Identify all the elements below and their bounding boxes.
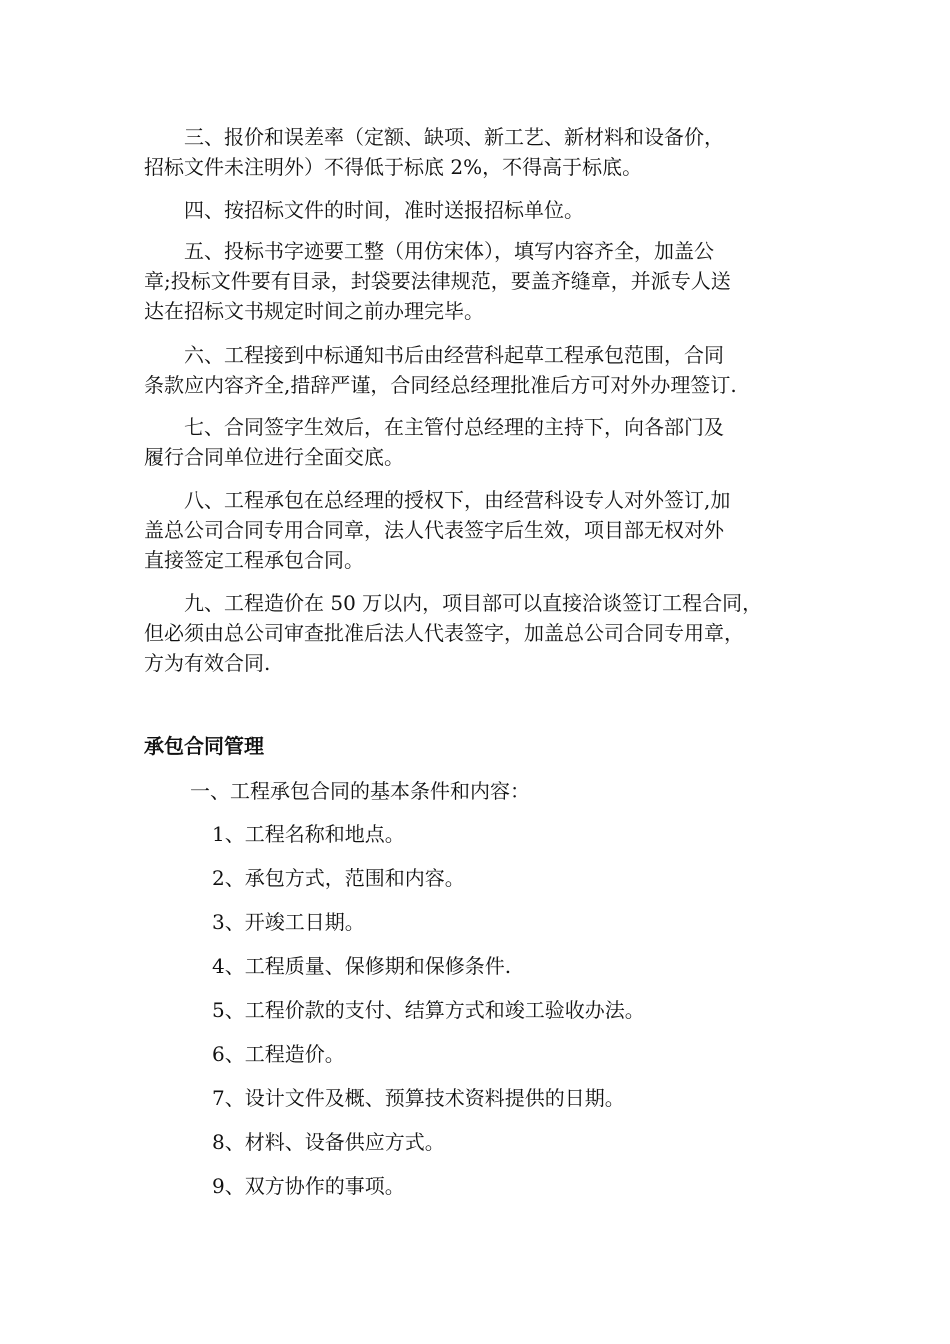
paragraph-line: 章;投标文件要有目录，封袋要法律规范，要盖齐缝章，并派专人送 (144, 269, 731, 293)
list-item: 4、工程质量、保修期和保修条件. (212, 954, 512, 978)
paragraph-4 (144, 195, 814, 225)
list-item: 8、材料、设备供应方式。 (212, 1130, 445, 1154)
paragraph-line: 八、工程承包在总经理的授权下，由经营科设专人对外签订,加 (144, 488, 731, 512)
paragraph-line: 招标文件未注明外）不得低于标底 2%，不得高于标底。 (144, 155, 643, 179)
list-item: 1、工程名称和地点。 (212, 822, 405, 846)
paragraph-8 (144, 485, 814, 575)
section-intro: 一、工程承包合同的基本条件和内容： (190, 779, 530, 803)
list-item: 6、工程造价。 (212, 1042, 345, 1066)
paragraph-line: 履行合同单位进行全面交底。 (144, 445, 404, 469)
list-item: 9、双方协作的事项。 (212, 1174, 405, 1198)
paragraph-line: 直接签定工程承包合同。 (144, 548, 364, 572)
paragraph-line: 但必须由总公司审查批准后法人代表签字，加盖总公司合同专用章， (144, 621, 744, 645)
list-item: 2、承包方式，范围和内容。 (212, 866, 465, 890)
paragraph-7 (144, 412, 814, 472)
list-item: 5、工程价款的支付、结算方式和竣工验收办法。 (212, 998, 645, 1022)
paragraph-5 (144, 236, 814, 326)
paragraph-line: 盖总公司合同专用合同章，法人代表签字后生效，项目部无权对外 (144, 518, 724, 542)
paragraph-line: 七、合同签字生效后，在主管付总经理的主持下，向各部门及 (144, 415, 724, 439)
paragraph-line: 六、工程接到中标通知书后由经营科起草工程承包范围，合同 (144, 343, 724, 367)
paragraph-line: 方为有效合同. (144, 651, 271, 675)
paragraph-line: 五、投标书字迹要工整（用仿宋体），填写内容齐全，加盖公 (144, 239, 714, 263)
section-heading: 承包合同管理 (144, 734, 264, 758)
paragraph-9 (144, 588, 814, 678)
paragraph-3 (144, 122, 814, 182)
list-item: 3、开竣工日期。 (212, 910, 365, 934)
paragraph-line: 三、报价和误差率（定额、缺项、新工艺、新材料和设备价， (144, 125, 724, 149)
paragraph-line: 四、按招标文件的时间，准时送报招标单位。 (144, 198, 584, 222)
paragraph-line: 条款应内容齐全,措辞严谨，合同经总经理批准后方可对外办理签订. (144, 373, 737, 397)
paragraph-line: 九、工程造价在 50 万以内，项目部可以直接洽谈签订工程合同， (144, 591, 763, 615)
paragraph-6 (144, 340, 814, 400)
list-item: 7、设计文件及概、预算技术资料提供的日期。 (212, 1086, 625, 1110)
paragraph-line: 达在招标文书规定时间之前办理完毕。 (144, 299, 484, 323)
